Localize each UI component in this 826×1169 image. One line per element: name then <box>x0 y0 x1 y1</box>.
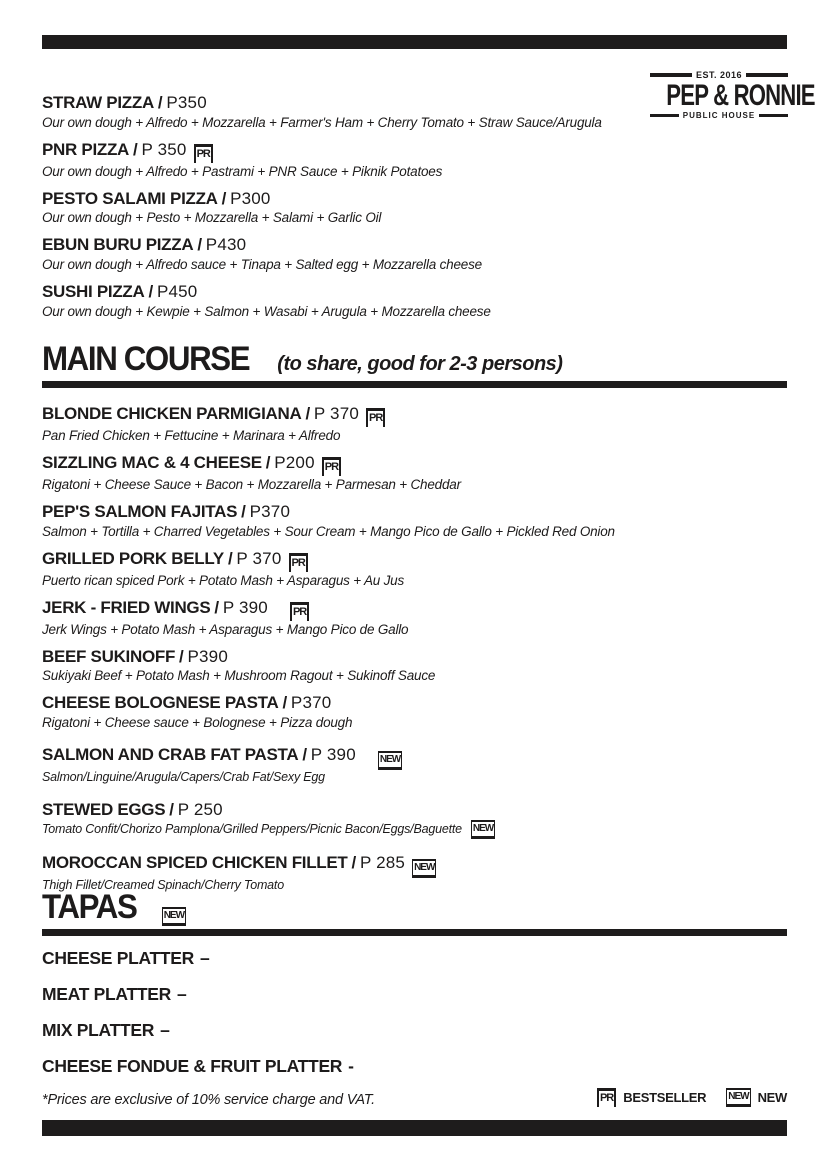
item-title <box>42 853 787 878</box>
item-name: MEAT PLATTER <box>42 984 171 1004</box>
item-name: STRAW PIZZA <box>42 93 154 112</box>
logo-rule-right <box>746 73 788 77</box>
item-separator: / <box>265 453 271 472</box>
item-description: Pan Fried Chicken + Fettucine + Marinara + Alfredo <box>42 428 341 443</box>
item-price: P 390 <box>310 745 356 764</box>
item-description: Our own dough + Kewpie + Salmon + Wasabi + Arugula + Mozzarella cheese <box>42 303 491 319</box>
top-divider-bar <box>42 35 787 49</box>
item-price: P430 <box>205 235 247 255</box>
item-description: Thigh Fillet/Creamed Spinach/Cherry Tomato <box>42 878 284 893</box>
menu-item-peps-salmon-fajitas <box>42 502 787 540</box>
item-description: Rigatoni + Cheese Sauce + Bacon + Mozzarella + Parmesan + Cheddar <box>42 477 461 492</box>
item-name: PNR PIZZA <box>42 139 130 159</box>
item-description: Jerk Wings + Potato Mash + Asparagus + Mango Pico de Gallo <box>42 621 409 637</box>
section-title: MAIN COURSE <box>42 340 250 378</box>
item-price: P350 <box>166 93 207 112</box>
section-divider-bar <box>42 381 787 388</box>
tapas-list <box>42 948 787 1092</box>
item-price: P390 <box>187 646 228 666</box>
legend-label: BESTSELLER <box>623 1090 707 1105</box>
item-name: SIZZLING MAC & 4 CHEESE <box>42 453 262 472</box>
menu-item-cheese-platter <box>42 948 787 969</box>
item-name: BLONDE CHICKEN PARMIGIANA <box>42 404 302 423</box>
section-divider-bar <box>42 929 787 936</box>
tapas-header <box>42 889 787 936</box>
item-price: P 370 <box>313 404 360 423</box>
item-title <box>42 502 787 523</box>
item-price: P 250 <box>177 799 223 819</box>
item-name: CHEESE PLATTER <box>42 948 195 968</box>
item-description: Tomato Confit/Chorizo Pamplona/Grilled Peppers/Picnic Bacon/Eggs/Baguette <box>42 822 462 837</box>
legend-label: NEW <box>757 1090 787 1105</box>
item-name: CHEESE FONDUE & FRUIT PLATTER <box>42 1056 343 1076</box>
item-description: Our own dough + Alfredo + Mozzarella + Farmer's Ham + Cherry Tomato + Straw Sauce/Arugula <box>42 114 602 130</box>
item-price: P370 <box>290 693 332 713</box>
menu-item-blonde-chicken-parmigiana <box>42 404 787 444</box>
item-price: P300 <box>230 188 271 208</box>
item-name: SALMON AND CRAB FAT PASTA <box>42 745 299 764</box>
item-separator: / <box>241 502 246 521</box>
item-name: MIX PLATTER <box>42 1020 155 1040</box>
item-price: P 370 <box>236 548 282 568</box>
legend-new <box>726 1088 787 1107</box>
price-disclaimer: *Prices are exclusive of 10% service charge and VAT. <box>42 1092 375 1108</box>
item-separator: / <box>305 404 310 423</box>
item-price: P370 <box>249 502 291 521</box>
item-description: Sukiyaki Beef + Potato Mash + Mushroom Ragout + Sukinoff Sauce <box>42 668 436 684</box>
item-dash: - <box>348 1056 354 1076</box>
item-separator: / <box>214 597 219 617</box>
item-title <box>42 235 787 256</box>
main-course-header <box>42 341 787 388</box>
item-price: P 350 <box>141 139 187 159</box>
item-title <box>42 647 787 668</box>
logo-est-text: EST. 2016 <box>695 70 743 80</box>
menu-item-meat-platter <box>42 984 787 1005</box>
item-separator: / <box>157 93 163 112</box>
item-price: P200 <box>274 453 315 472</box>
item-description: Salmon + Tortilla + Charred Vegetables + Sour Cream + Mango Pico de Gallo + Pickled Red Onion <box>42 523 615 539</box>
item-title <box>42 93 787 114</box>
item-name: JERK - FRIED WINGS <box>42 597 211 617</box>
item-title <box>42 549 787 572</box>
section-title-row <box>42 889 787 926</box>
item-description: Puerto rican spiced Pork + Potato Mash + Asparagus + Au Jus <box>42 572 405 588</box>
bestseller-badge-icon: PR <box>322 457 341 476</box>
item-description: Rigatoni + Cheese sauce + Bolognese + Pizza dough <box>42 715 353 731</box>
item-separator: / <box>302 745 307 764</box>
bestseller-badge-icon: PR <box>366 408 385 427</box>
item-name: CHEESE BOLOGNESE PASTA <box>42 693 279 713</box>
item-dash: – <box>160 1020 170 1040</box>
item-description: Our own dough + Alfredo sauce + Tinapa + Salted egg + Mozzarella cheese <box>42 257 482 273</box>
new-badge-icon: NEW <box>412 859 436 878</box>
pizza-list <box>42 93 787 329</box>
item-description: Our own dough + Alfredo + Pastrami + PNR Sauce + Piknik Potatoes <box>42 163 443 179</box>
menu-item-cheese-fondue-fruit-platter <box>42 1056 787 1077</box>
menu-item-straw-pizza <box>42 93 787 131</box>
menu-item-pnr-pizza <box>42 140 787 180</box>
item-separator: / <box>227 548 233 568</box>
menu-item-stewed-eggs <box>42 800 787 840</box>
item-title <box>42 140 787 163</box>
item-price: P 390 <box>222 597 268 617</box>
item-title <box>42 800 787 821</box>
item-description-row <box>42 820 787 839</box>
item-separator: / <box>133 139 138 159</box>
item-name: BEEF SUKINOFF <box>42 646 176 666</box>
bestseller-badge-icon: PR <box>289 553 308 572</box>
menu-item-mix-platter <box>42 1020 787 1041</box>
item-description: Our own dough + Pesto + Mozzarella + Salami + Garlic Oil <box>42 210 382 226</box>
main-course-list <box>42 404 787 740</box>
new-items-list <box>42 745 787 908</box>
item-description: Salmon/Linguine/Arugula/Capers/Crab Fat/Sexy Egg <box>42 770 325 784</box>
item-name: STEWED EGGS <box>42 799 166 819</box>
bottom-divider-bar <box>42 1120 787 1136</box>
bestseller-badge-icon: PR <box>290 602 309 621</box>
new-badge-icon: NEW <box>378 751 402 770</box>
item-separator: / <box>282 693 287 713</box>
section-subtitle: (to share, good for 2-3 persons) <box>277 353 563 375</box>
item-title <box>42 282 787 303</box>
item-name: MOROCCAN SPICED CHICKEN FILLET <box>42 853 348 873</box>
menu-item-pesto-salami-pizza <box>42 189 787 227</box>
bestseller-badge-icon: PR <box>597 1088 616 1107</box>
item-dash: – <box>200 948 210 968</box>
item-separator: / <box>351 853 356 873</box>
item-title <box>42 453 787 476</box>
item-title <box>42 693 787 714</box>
item-name: SUSHI PIZZA <box>42 282 145 302</box>
section-title: TAPAS <box>42 888 137 926</box>
menu-item-sizzling-mac-4-cheese <box>42 453 787 493</box>
menu-item-beef-sukinoff <box>42 647 787 685</box>
item-title <box>42 404 787 427</box>
logo-name-text: PEP & RONNIE <box>666 78 815 112</box>
menu-item-grilled-pork-belly <box>42 549 787 589</box>
item-name: PESTO SALAMI PIZZA <box>42 188 218 208</box>
section-title-row <box>42 341 787 378</box>
item-separator: / <box>221 188 227 208</box>
menu-item-sushi-pizza <box>42 282 787 320</box>
item-dash: – <box>176 984 187 1004</box>
new-badge-icon: NEW <box>471 820 495 839</box>
item-price: P 285 <box>359 853 406 873</box>
logo-sub-text: PUBLIC HOUSE <box>682 111 756 121</box>
new-badge-icon: NEW <box>726 1088 750 1107</box>
item-price: P450 <box>156 282 198 302</box>
menu-item-ebun-buru-pizza <box>42 235 787 273</box>
menu-item-cheese-bolognese-pasta <box>42 693 787 731</box>
item-name: PEP'S SALMON FAJITAS <box>42 502 238 521</box>
item-title <box>42 745 787 770</box>
item-name: GRILLED PORK BELLY <box>42 548 224 568</box>
item-title <box>42 598 787 621</box>
bestseller-badge-icon: PR <box>194 144 213 163</box>
item-separator: / <box>148 282 153 302</box>
item-separator: / <box>179 646 184 666</box>
menu-item-salmon-crab-fat-pasta <box>42 745 787 786</box>
badge-legend <box>597 1088 787 1107</box>
legend-bestseller <box>597 1088 706 1107</box>
item-title <box>42 189 787 210</box>
item-separator: / <box>169 799 174 819</box>
item-name: EBUN BURU PIZZA <box>42 235 194 255</box>
item-separator: / <box>197 235 202 255</box>
menu-item-jerk-fried-wings <box>42 598 787 638</box>
logo-rule-left <box>650 73 692 77</box>
new-badge-icon: NEW <box>162 907 186 926</box>
